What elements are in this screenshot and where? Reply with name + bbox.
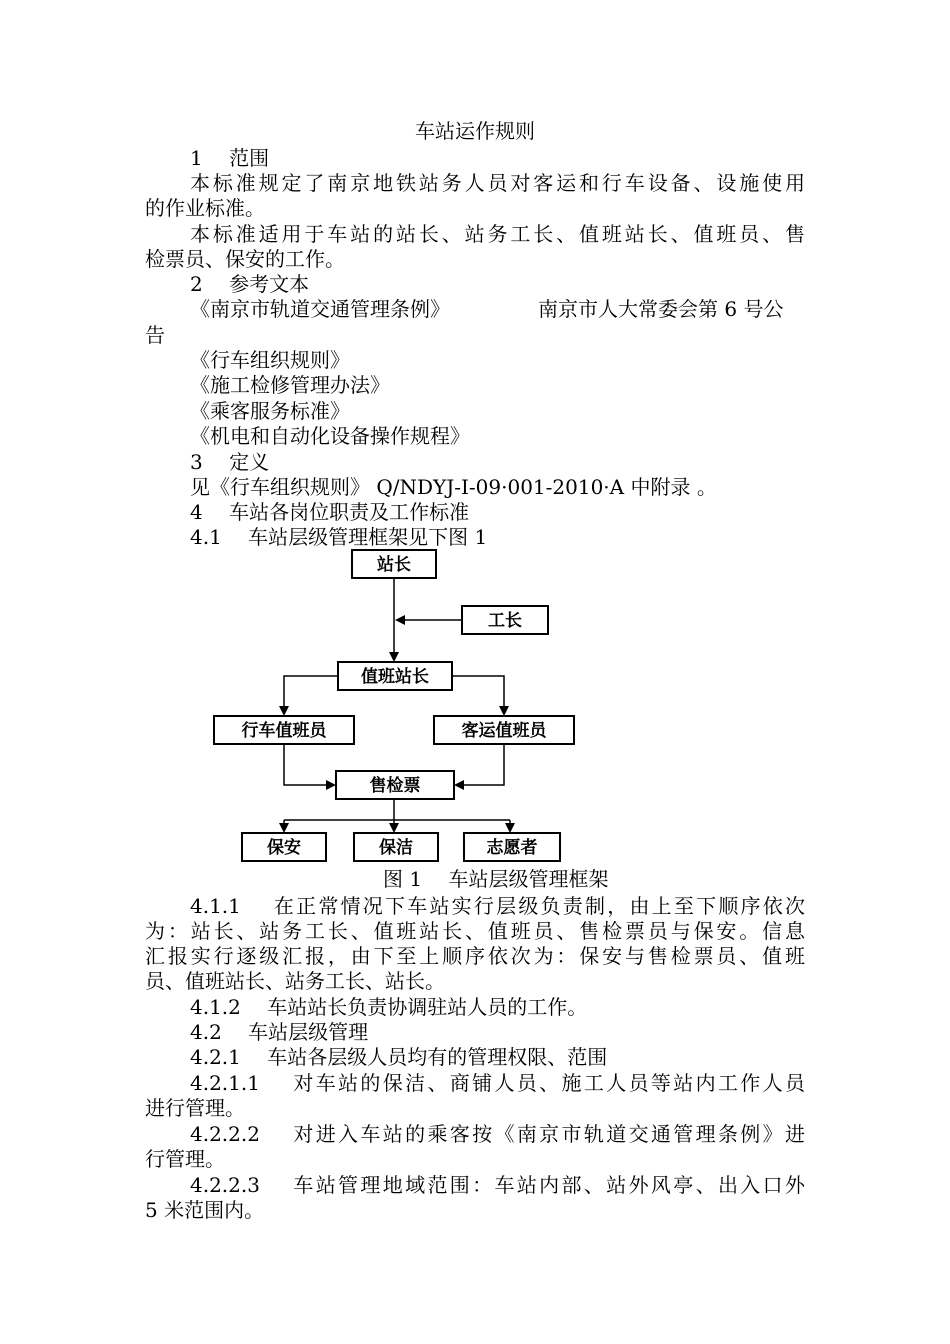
connector-duty-to-train <box>284 676 338 714</box>
para-4-2-1-1-line-1: 4.2.1.1 对车站的保洁、商铺人员、施工人员等站内工作人员 <box>190 1071 805 1095</box>
para-4-2-2-3-line-1: 4.2.2.3 车站管理地域范围：车站内部、站外风亭、出入口外 <box>190 1173 805 1197</box>
figure-caption: 图 1 车站层级管理框架 <box>383 867 609 891</box>
document-title: 车站运作规则 <box>415 119 535 143</box>
section-1-para-1-line-1: 本标准规定了南京地铁站务人员对客运和行车设备、设施使用 <box>190 171 805 195</box>
section-1-heading: 1 范围 <box>190 146 270 170</box>
para-4-2-2-2-line-2: 行管理。 <box>145 1147 225 1171</box>
reference-3: 《施工检修管理办法》 <box>190 373 390 397</box>
section-4-1-heading: 4.1 车站层级管理框架见下图 1 <box>190 525 488 549</box>
para-4-1-1-line-1: 4.1.1 在正常情况下车站实行层级负责制，由上至下顺序依次 <box>190 894 805 918</box>
section-1-para-2-line-2: 检票员、保安的工作。 <box>145 247 345 271</box>
org-chart <box>200 548 600 870</box>
para-4-2-1-1-line-2: 进行管理。 <box>145 1096 245 1120</box>
label-train-duty-officer: 行车值班员 <box>241 721 327 741</box>
label-duty-station-master: 值班站长 <box>361 667 429 687</box>
reference-1-continuation: 告 <box>145 323 165 347</box>
label-volunteer: 志愿者 <box>486 838 538 858</box>
reference-5: 《机电和自动化设备操作规程》 <box>190 424 470 448</box>
reference-1-source: 南京市人大常委会第 6 号公 <box>538 297 784 321</box>
para-4-2-1: 4.2.1 车站各层级人员均有的管理权限、范围 <box>190 1045 608 1069</box>
connector-train-to-ticketing <box>284 744 334 785</box>
reference-2: 《行车组织规则》 <box>190 348 350 372</box>
para-4-2-2-2-line-1: 4.2.2.2 对进入车站的乘客按《南京市轨道交通管理条例》进 <box>190 1122 805 1146</box>
para-4-2-2-3-line-2: 5 米范围内。 <box>145 1198 265 1222</box>
label-security: 保安 <box>267 838 301 858</box>
label-cleaning: 保洁 <box>379 838 413 858</box>
label-station-master: 站长 <box>377 555 411 575</box>
section-4-2-heading: 4.2 车站层级管理 <box>190 1020 369 1044</box>
label-foreman: 工长 <box>488 611 522 631</box>
para-4-1-2: 4.1.2 车站站长负责协调驻站人员的工作。 <box>190 995 588 1019</box>
reference-4: 《乘客服务标准》 <box>190 399 350 423</box>
para-4-1-1-line-4: 员、值班站长、站务工长、站长。 <box>145 969 445 993</box>
para-4-1-1-line-2: 为：站长、站务工长、值班站长、值班员、售检票员与保安。信息 <box>145 919 805 943</box>
section-4-heading: 4 车站各岗位职责及工作标准 <box>190 500 470 524</box>
para-4-1-1-line-3: 汇报实行逐级汇报，由下至上顺序依次为：保安与售检票员、值班 <box>145 944 805 968</box>
section-3-heading: 3 定义 <box>190 450 270 474</box>
label-ticketing: 售检票 <box>369 776 421 796</box>
section-3-text: 见《行车组织规则》 Q/NDYJ-Ⅰ-09·001-2010·A 中附录 。 <box>190 475 717 499</box>
section-2-heading: 2 参考文本 <box>190 272 310 296</box>
reference-1-name: 《南京市轨道交通管理条例》 <box>190 297 450 321</box>
connector-duty-to-passenger <box>452 676 504 714</box>
section-1-para-2-line-1: 本标准适用于车站的站长、站务工长、值班站长、值班员、售 <box>190 222 805 246</box>
connector-passenger-to-ticketing <box>456 744 504 785</box>
label-passenger-duty-officer: 客运值班员 <box>461 721 547 741</box>
section-1-para-1-line-2: 的作业标准。 <box>145 196 265 220</box>
